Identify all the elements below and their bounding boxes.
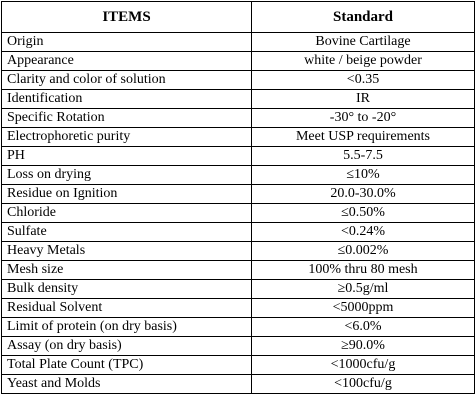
item-cell: Total Plate Count (TPC) <box>2 356 252 375</box>
item-cell: Heavy Metals <box>2 242 252 261</box>
standard-cell: <100cfu/g <box>252 375 475 394</box>
standard-cell: <6.0% <box>252 318 475 337</box>
table-row <box>2 185 475 204</box>
item-cell: Origin <box>2 33 252 52</box>
table-row <box>2 356 475 375</box>
standard-header: Standard <box>252 2 475 33</box>
item-cell: Electrophoretic purity <box>2 128 252 147</box>
item-cell: Clarity and color of solution <box>2 71 252 90</box>
standard-cell: <0.24% <box>252 223 475 242</box>
standard-cell: <1000cfu/g <box>252 356 475 375</box>
table-row <box>2 166 475 185</box>
table-row <box>2 71 475 90</box>
item-cell: Bulk density <box>2 280 252 299</box>
table-row <box>2 147 475 166</box>
standard-cell: Meet USP requirements <box>252 128 475 147</box>
item-cell: PH <box>2 147 252 166</box>
table-row <box>2 318 475 337</box>
specification-table <box>1 1 475 394</box>
standard-cell: ≤0.50% <box>252 204 475 223</box>
item-cell: Limit of protein (on dry basis) <box>2 318 252 337</box>
standard-cell: <5000ppm <box>252 299 475 318</box>
table-row <box>2 52 475 71</box>
standard-cell: white / beige powder <box>252 52 475 71</box>
item-cell: Residual Solvent <box>2 299 252 318</box>
item-cell: Residue on Ignition <box>2 185 252 204</box>
table-row <box>2 204 475 223</box>
header-row <box>2 2 475 33</box>
table-row <box>2 299 475 318</box>
table-row <box>2 280 475 299</box>
item-cell: Loss on drying <box>2 166 252 185</box>
item-cell: Mesh size <box>2 261 252 280</box>
item-cell: Yeast and Molds <box>2 375 252 394</box>
item-cell: Assay (on dry basis) <box>2 337 252 356</box>
table-row <box>2 33 475 52</box>
table-row <box>2 128 475 147</box>
table-row <box>2 375 475 394</box>
item-cell: Appearance <box>2 52 252 71</box>
standard-cell: 20.0-30.0% <box>252 185 475 204</box>
table-row <box>2 90 475 109</box>
table-row <box>2 337 475 356</box>
items-header: ITEMS <box>2 2 252 33</box>
standard-cell: ≥90.0% <box>252 337 475 356</box>
table-row <box>2 223 475 242</box>
standard-cell: 5.5-7.5 <box>252 147 475 166</box>
standard-cell: -30° to -20° <box>252 109 475 128</box>
standard-cell: ≤0.002% <box>252 242 475 261</box>
standard-cell: ≥0.5g/ml <box>252 280 475 299</box>
table-row <box>2 242 475 261</box>
standard-cell: ≤10% <box>252 166 475 185</box>
item-cell: Sulfate <box>2 223 252 242</box>
standard-cell: Bovine Cartilage <box>252 33 475 52</box>
standard-cell: IR <box>252 90 475 109</box>
item-cell: Specific Rotation <box>2 109 252 128</box>
standard-cell: 100% thru 80 mesh <box>252 261 475 280</box>
item-cell: Identification <box>2 90 252 109</box>
item-cell: Chloride <box>2 204 252 223</box>
table-row <box>2 109 475 128</box>
standard-cell: <0.35 <box>252 71 475 90</box>
table-row <box>2 261 475 280</box>
table-body <box>2 33 475 394</box>
